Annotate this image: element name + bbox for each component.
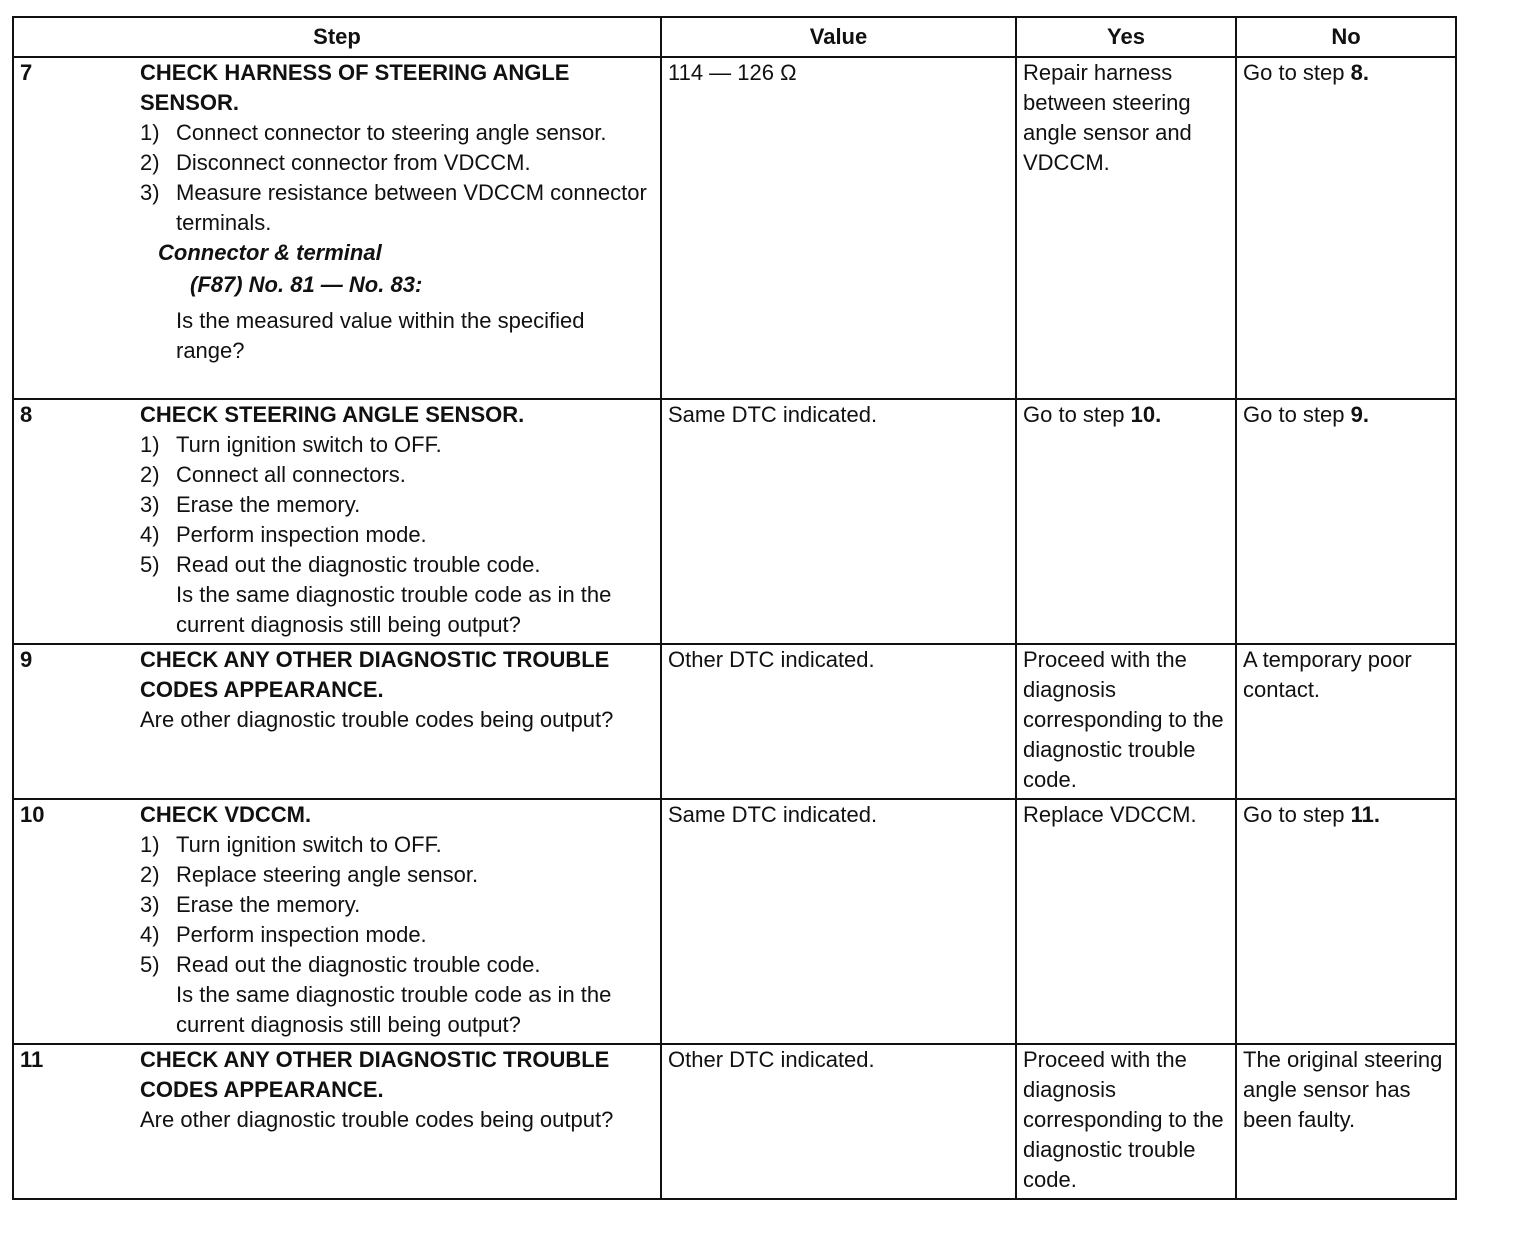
no-text: Go to step [1243,402,1351,427]
item-number: 5) [140,952,160,977]
table-header-row [13,17,1456,57]
table-row [13,399,1456,644]
value-cell: Same DTC indicated. [661,399,1016,644]
item-text: Connect connector to steering angle sensor. [176,120,607,145]
diagnostic-table [12,16,1457,1200]
step-question: Is the same diagnostic trouble code as in the current diagnosis still being output? [176,982,612,1037]
no-cell: The original steering angle sensor has been faulty. [1236,1044,1456,1199]
item-number: 2) [140,150,160,175]
step-cell [13,799,661,1044]
item-text: Read out the diagnostic trouble code. [176,952,541,977]
item-number: 4) [140,522,160,547]
list-item [140,490,654,520]
step-number: 11 [20,1047,44,1072]
list-item [140,118,654,148]
step-body [140,1045,660,1135]
item-number: 1) [140,832,160,857]
step-number: 8 [20,402,33,427]
header-step: Step [13,17,661,57]
item-number: 3) [140,892,160,917]
step-body [140,58,660,366]
value-cell: Same DTC indicated. [661,799,1016,1044]
item-text: Erase the memory. [176,892,361,917]
no-cell [1236,57,1456,399]
list-item [140,920,654,950]
item-number: 5) [140,552,160,577]
step-list [140,830,654,1040]
step-question: Are other diagnostic trouble codes being output? [140,707,614,732]
header-yes: Yes [1016,17,1236,57]
step-cell [13,1044,661,1199]
value-cell: Other DTC indicated. [661,1044,1016,1199]
step-question: Are other diagnostic trouble codes being output? [140,1107,614,1132]
step-list [140,118,654,238]
item-text: Turn ignition switch to OFF. [176,832,442,857]
step-question: Is the measured value within the specified range? [176,308,585,363]
item-text: Disconnect connector from VDCCM. [176,150,531,175]
header-value: Value [661,17,1016,57]
step-body [140,400,660,640]
item-text: Perform inspection mode. [176,522,427,547]
yes-cell: Proceed with the diagnosis corresponding to the diagnostic trouble code. [1016,644,1236,799]
yes-cell: Proceed with the diagnosis corresponding to the diagnostic trouble code. [1016,1044,1236,1199]
yes-text: Go to step [1023,402,1131,427]
list-item [140,830,654,860]
spec-value: (F87) No. 81 — No. 83: [190,272,423,297]
yes-cell: Repair harness between steering angle sensor and VDCCM. [1016,57,1236,399]
step-body [140,800,660,1040]
table-row [13,1044,1456,1199]
step-title: CHECK VDCCM. [140,802,312,827]
yes-cell [1016,399,1236,644]
no-cell: A temporary poor contact. [1236,644,1456,799]
item-text: Erase the memory. [176,492,361,517]
value-cell: 114 — 126 Ω [661,57,1016,399]
step-cell [13,399,661,644]
step-title: CHECK ANY OTHER DIAGNOSTIC TROUBLE CODES APPEARANCE. [140,1047,610,1102]
no-step-ref: 9. [1350,402,1369,427]
header-no: No [1236,17,1456,57]
item-text: Measure resistance between VDCCM connector terminals. [176,180,647,235]
step-cell [13,57,661,399]
step-question: Is the same diagnostic trouble code as in the current diagnosis still being output? [176,582,612,637]
step-number: 9 [20,647,33,672]
list-item [140,520,654,550]
item-number: 4) [140,922,160,947]
list-item [140,550,654,640]
item-text: Read out the diagnostic trouble code. [176,552,541,577]
item-number: 3) [140,492,160,517]
list-item [140,460,654,490]
step-title: CHECK ANY OTHER DIAGNOSTIC TROUBLE CODES APPEARANCE. [140,647,610,702]
list-item [140,430,654,460]
yes-cell: Replace VDCCM. [1016,799,1236,1044]
no-text: Go to step [1243,60,1351,85]
no-text: Go to step [1243,802,1351,827]
list-item [140,890,654,920]
item-number: 1) [140,432,160,457]
value-cell: Other DTC indicated. [661,644,1016,799]
no-step-ref: 8. [1350,60,1369,85]
table-row [13,799,1456,1044]
table-row [13,57,1456,399]
yes-step-ref: 10. [1130,402,1162,427]
step-number: 10 [20,802,45,827]
no-step-ref: 11. [1350,802,1380,827]
item-text: Turn ignition switch to OFF. [176,432,442,457]
item-number: 1) [140,120,160,145]
step-cell [13,644,661,799]
list-item [140,178,654,238]
step-list [140,430,654,640]
item-text: Connect all connectors. [176,462,406,487]
item-text: Perform inspection mode. [176,922,427,947]
list-item [140,148,654,178]
list-item [140,860,654,890]
item-number: 2) [140,862,160,887]
item-number: 3) [140,180,160,205]
table-row [13,644,1456,799]
step-title: CHECK HARNESS OF STEERING ANGLE SENSOR. [140,60,570,115]
step-body [140,645,660,735]
step-title: CHECK STEERING ANGLE SENSOR. [140,402,525,427]
no-cell [1236,799,1456,1044]
no-cell [1236,399,1456,644]
spec-label: Connector & terminal [158,240,382,265]
list-item [140,950,654,1040]
item-number: 2) [140,462,160,487]
step-number: 7 [20,60,33,85]
item-text: Replace steering angle sensor. [176,862,479,887]
